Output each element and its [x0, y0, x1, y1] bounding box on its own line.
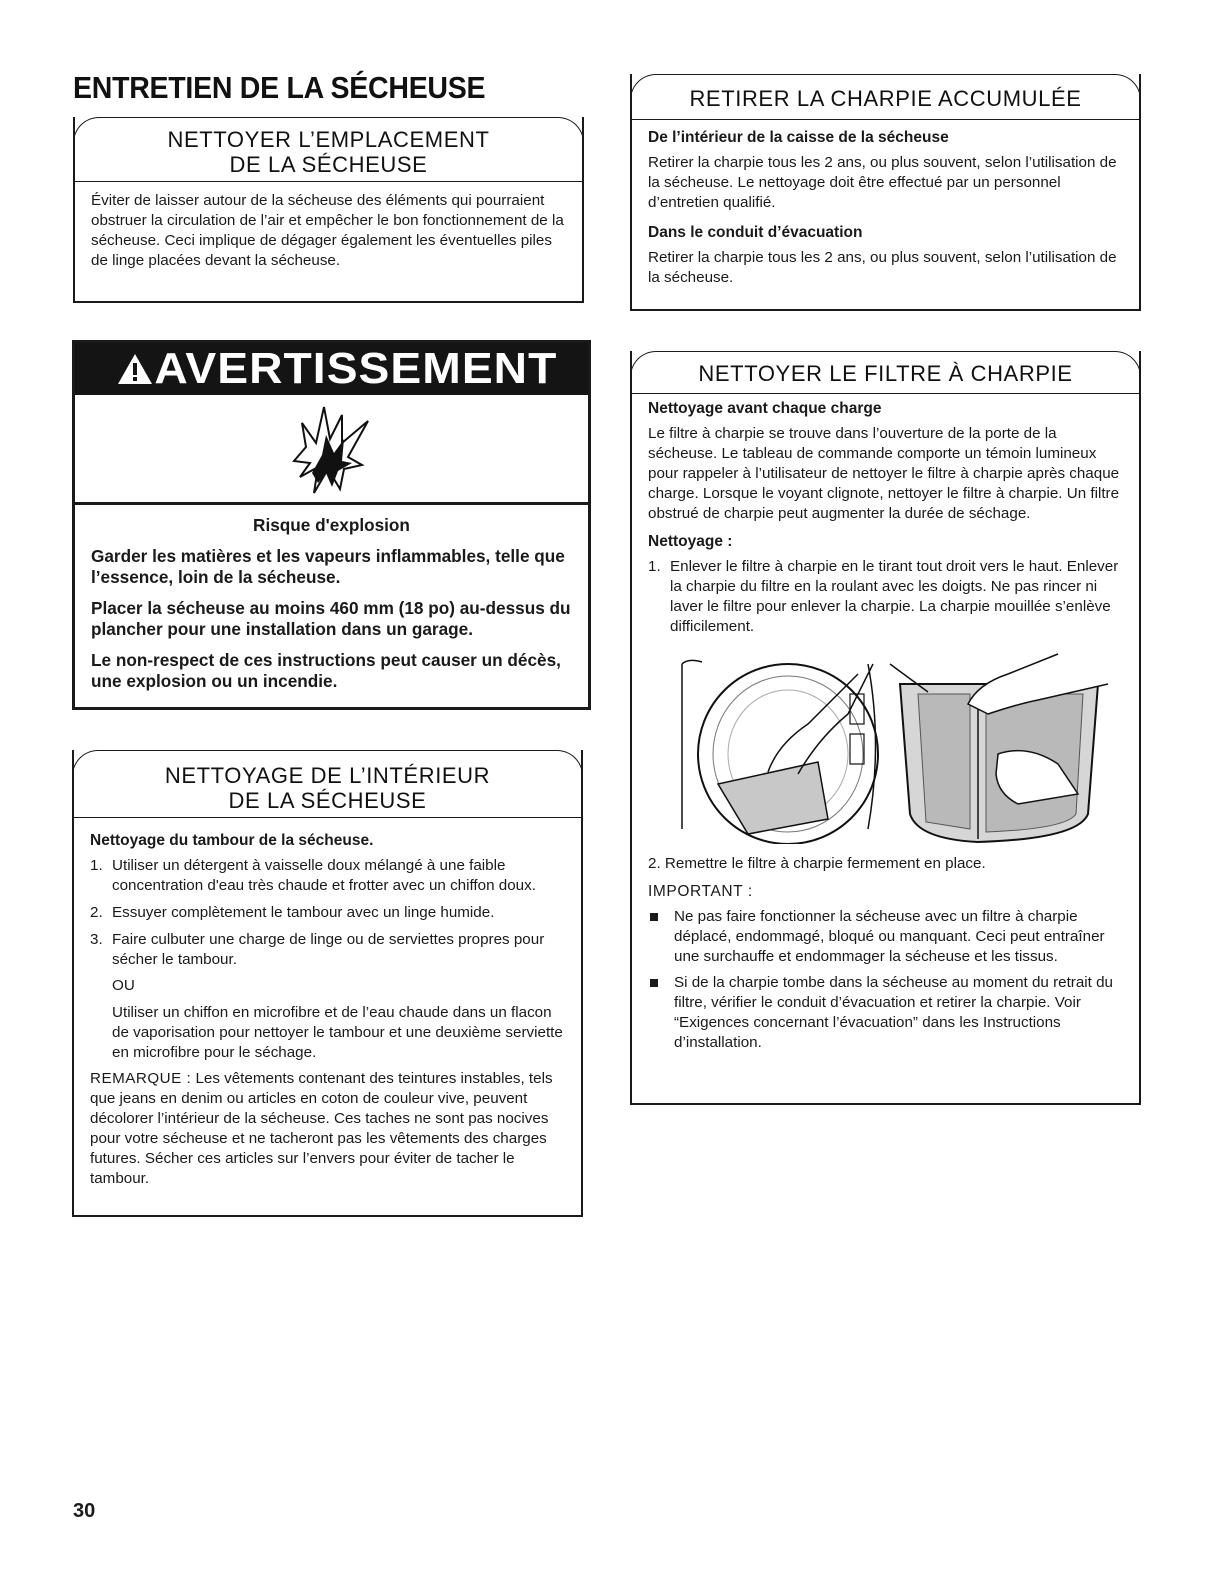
location-text: Éviter de laisser autour de la sécheuse des éléments qui pourraient obstruer la circulation de l’air et empêcher le bon fonctionnement de la sécheuse. Ceci implique de dégager également les éventuelles piles de linge placées devant la sécheuse. — [91, 192, 564, 269]
lint-removal-sub1: De l’intérieur de la caisse de la sécheuse — [648, 129, 949, 146]
lint-filter-panel — [630, 351, 1141, 1105]
page-title: ENTRETIEN DE LA SÉCHEUSE — [73, 70, 486, 105]
lint-filter-step2: 2. Remettre le filtre à charpie fermement en place. — [648, 855, 986, 872]
interior-note: REMARQUE : Les vêtements contenant des teintures instables, tels que jeans en denim ou articles en coton de couleur vive, peuvent décolorer l’intérieur de la sécheuse. Ces taches ne sont pas nocives pour votre sécheuse et ne tacheront pas les vêtements des charges futures. Sécher ces articles sur l’envers pour éviter de tacher le tambour. — [90, 1070, 553, 1187]
list-item: 1. Utiliser un détergent à vaisselle doux mélangé à une faible concentration d'eau très chaude et frotter avec un chiffon doux. — [90, 857, 536, 894]
location-heading: NETTOYER L’EMPLACEMENT DE LA SÉCHEUSE — [75, 117, 582, 182]
warning-paragraph: Le non-respect de ces instructions peut causer un décès, une explosion ou un incendie. — [91, 650, 561, 691]
interior-subhead: Nettoyage du tambour de la sécheuse. — [90, 832, 374, 849]
interior-alt-text: Utiliser un chiffon en microfibre et de l’eau chaude dans un flacon de vaporisation pour nettoyer le tambour et une deuxième serviette en microfibre pour le séchage. — [112, 1004, 563, 1061]
explosion-icon — [292, 403, 372, 495]
interior-heading: NETTOYAGE DE L’INTÉRIEUR DE LA SÉCHEUSE — [74, 750, 581, 818]
lint-removal-panel — [630, 74, 1141, 311]
lint-filter-important: IMPORTANT : — [648, 883, 753, 900]
list-item: Ne pas faire fonctionner la sécheuse avec un filtre à charpie déplacé, endommagé, bloqué ou manquant. Ceci peut entraîner une surchauffe et endommager la sécheuse et les tissus. — [648, 907, 1123, 967]
warning-paragraph: Placer la sécheuse au moins 460 mm (18 po) au-dessus du plancher pour une installation dans un garage. — [91, 598, 571, 639]
warning-header — [75, 343, 588, 395]
lint-filter-sub1: Nettoyage avant chaque charge — [648, 400, 882, 417]
page-number: 30 — [73, 1500, 96, 1522]
lint-filter-text1: Le filtre à charpie se trouve dans l’ouverture de la porte de la sécheuse. Le tableau de commande comporte un témoin lumineux pour rappeler à l’utilisateur de nettoyer le filtre à charpie après chaque charge. Lorsque le voyant clignote, nettoyer le filtre à charpie. Un filtre obstrué de charpie peut augmenter la durée de séchage. — [648, 425, 1120, 522]
lint-removal-sub2: Dans le conduit d’évacuation — [648, 224, 863, 241]
bullet-icon — [650, 913, 658, 921]
lint-filter-sub2: Nettoyage : — [648, 533, 733, 550]
warning-triangle-icon — [116, 352, 154, 386]
interior-steps — [90, 856, 565, 970]
lint-filter-heading: NETTOYER LE FILTRE À CHARPIE — [632, 351, 1139, 394]
warning-risk: Risque d'explosion — [253, 515, 410, 535]
list-item: 3. Faire culbuter une charge de linge ou de serviettes propres pour sécher le tambour. — [90, 931, 545, 968]
interior-or: OU — [112, 977, 135, 994]
list-item: 2. Essuyer complètement le tambour avec un linge humide. — [90, 904, 495, 921]
lint-removal-heading: RETIRER LA CHARPIE ACCUMULÉE — [632, 74, 1139, 120]
interior-panel — [72, 750, 583, 1217]
lint-filter-illustration — [678, 644, 1118, 844]
bullet-icon — [650, 979, 658, 987]
location-panel — [73, 117, 584, 303]
warning-title: AVERTISSEMENT — [154, 344, 557, 393]
list-item: Si de la charpie tombe dans la sécheuse au moment du retrait du filtre, vérifier le conduit d’évacuation et retirer la charpie. Voir “Exigences concernant l’évacuation” dans les Instructions d’installation. — [648, 973, 1123, 1053]
lint-removal-text2: Retirer la charpie tous les 2 ans, ou plus souvent, selon l’utilisation de la sécheuse. — [648, 249, 1117, 286]
lint-removal-text1: Retirer la charpie tous les 2 ans, ou plus souvent, selon l’utilisation de la sécheuse. Le nettoyage doit être effectué par un personnel d’entretien qualifié. — [648, 154, 1117, 211]
warning-paragraph: Garder les matières et les vapeurs inflammables, telle que l’essence, loin de la sécheuse. — [91, 546, 565, 587]
list-item: 1. Enlever le filtre à charpie en le tirant tout droit vers le haut. Enlever la charpie du filtre en la roulant avec les doigts. Ne pas rincer ni laver le filtre pour enlever la charpie. La charpie mouillée s’enlève difficilement. — [648, 558, 1119, 635]
warning-box — [72, 340, 591, 710]
